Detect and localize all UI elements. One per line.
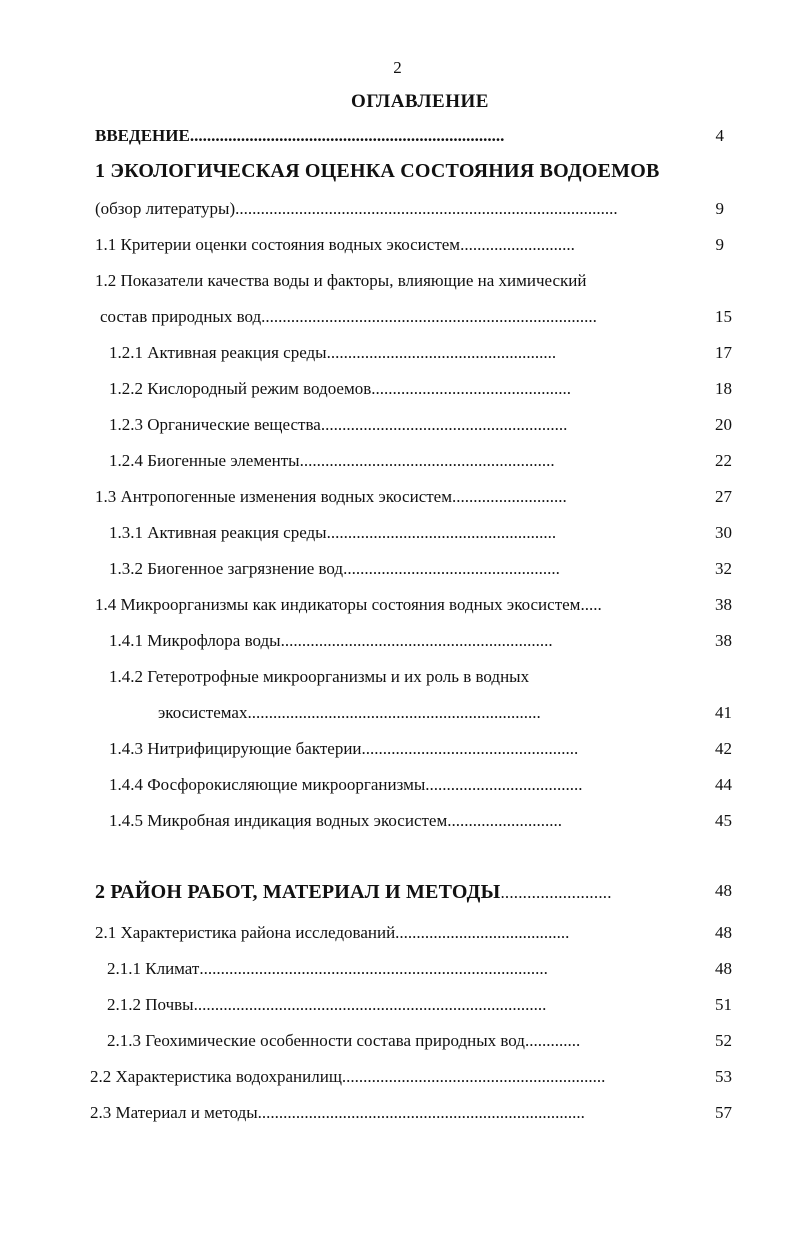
toc-leader-dots: ............................................... <box>371 379 571 398</box>
toc-entry[interactable] <box>107 954 700 984</box>
toc-leader-dots: .......................................................................... <box>189 126 505 145</box>
toc-entry[interactable] <box>95 482 700 512</box>
toc-leader-dots: ..... <box>580 595 602 614</box>
toc-entry[interactable] <box>109 626 700 656</box>
toc-leader-dots: ............................................................................... <box>261 307 597 326</box>
toc-entry-page: 57 <box>715 1103 732 1122</box>
toc-entry-label: 1.4.5 Микробная индикация водных экосистем <box>109 811 448 830</box>
toc-leader-dots: ................................................... <box>343 559 560 578</box>
toc-leader-dots: ..................................................................... <box>247 703 541 722</box>
toc-entry-label: 1.2.1 Активная реакция среды <box>109 343 327 362</box>
toc-entry-label: 2.1.3 Геохимические особенности состава природных вод <box>107 1031 525 1050</box>
toc-entry[interactable] <box>107 990 700 1020</box>
toc-entry-label: 1.4.3 Нитрифицирующие бактерии <box>109 739 362 758</box>
toc-entry-page: 15 <box>715 307 732 326</box>
toc-entry-label: 1.2 Показатели качества воды и факторы, влияющие на химический <box>95 271 587 290</box>
toc-entry-page: 48 <box>715 923 732 942</box>
toc-entry-page: 9 <box>715 199 724 218</box>
toc-entry[interactable] <box>95 230 700 260</box>
toc-entry[interactable] <box>107 1026 700 1056</box>
toc-entry-page: 9 <box>715 235 724 254</box>
toc-leader-dots: ........................... <box>447 811 562 830</box>
toc-entry-page: 44 <box>715 775 732 794</box>
toc-entry-label: 2.2 Характеристика водохранилищ <box>90 1067 342 1086</box>
toc-entry-page: 38 <box>715 631 732 650</box>
toc-entry-label: 2 РАЙОН РАБОТ, МАТЕРИАЛ И МЕТОДЫ <box>95 881 501 903</box>
toc-entry-page: 20 <box>715 415 732 434</box>
toc-entry[interactable] <box>109 374 700 404</box>
toc-entry-label: 1.2.4 Биогенные элементы <box>109 451 300 470</box>
toc-entry[interactable] <box>109 770 700 800</box>
toc-entry[interactable] <box>109 446 700 476</box>
toc-entry-continuation[interactable] <box>158 698 700 728</box>
toc-entry-label: 2.1.1 Климат <box>107 959 200 978</box>
toc-leader-dots: ................................................................ <box>280 631 553 650</box>
toc-entry-page: 27 <box>715 487 732 506</box>
toc-leader-dots: ............. <box>524 1031 581 1050</box>
toc-entry-page: 41 <box>715 703 732 722</box>
toc-leader-dots: ..................................... <box>425 775 583 794</box>
toc-entry-label: 2.1 Характеристика района исследований <box>95 923 396 942</box>
toc-leader-dots: ................................................... <box>361 739 579 758</box>
toc-entry[interactable] <box>109 554 700 584</box>
toc-entry-label: экосистемах <box>158 703 248 722</box>
toc-leader-dots: ......................... <box>500 883 612 902</box>
toc-entry-page: 22 <box>715 451 732 470</box>
toc-entry-continuation[interactable] <box>100 302 700 332</box>
toc-entry-page: 45 <box>715 811 732 830</box>
toc-entry-page: 52 <box>715 1031 732 1050</box>
toc-entry-page: 48 <box>715 959 732 978</box>
toc-entry-label: 1.4.2 Гетеротрофные микроорганизмы и их роль в водных <box>109 667 530 686</box>
toc-entry[interactable] <box>109 338 700 368</box>
toc-entry[interactable] <box>95 121 700 151</box>
toc-leader-dots: ......................................... <box>395 923 570 942</box>
toc-entry[interactable] <box>109 806 700 836</box>
toc-entry[interactable] <box>109 662 700 692</box>
toc-entry-page: 53 <box>715 1067 732 1086</box>
toc-leader-dots: .............................................................. <box>341 1067 606 1086</box>
toc-leader-dots: ...................................................... <box>326 523 557 542</box>
toc-entry-label: ВВЕДЕНИЕ <box>95 126 190 145</box>
toc-entry-page: 38 <box>715 595 732 614</box>
toc-entry-label: 1.3 Антропогенные изменения водных экосистем <box>95 487 452 506</box>
toc-leader-dots: .................................................................................. <box>199 959 548 978</box>
toc-entry-label: (обзор литературы) <box>95 199 236 218</box>
toc-entry-label: 1.1 Критерии оценки состояния водных экосистем <box>95 235 461 254</box>
toc-chapter-heading[interactable] <box>95 156 735 186</box>
toc-entry[interactable] <box>95 918 700 948</box>
toc-entry[interactable] <box>90 1062 700 1092</box>
toc-entry[interactable] <box>109 410 700 440</box>
toc-leader-dots: ................................................................................... <box>193 995 547 1014</box>
page-number: 2 <box>393 58 402 77</box>
toc-entry[interactable] <box>95 590 700 620</box>
toc-entry-label: 1.4.1 Микрофлора воды <box>109 631 281 650</box>
toc-entry[interactable] <box>90 1098 700 1128</box>
toc-entry[interactable] <box>109 734 700 764</box>
toc-entry[interactable] <box>109 518 700 548</box>
toc-leader-dots: ............................................................ <box>299 451 555 470</box>
toc-entry-page: 51 <box>715 995 732 1014</box>
page-title: ОГЛАВЛЕНИЕ <box>351 91 489 112</box>
toc-entry[interactable] <box>95 194 700 224</box>
toc-entry-label: состав природных вод <box>100 307 262 326</box>
toc-entry-page: 18 <box>715 379 732 398</box>
toc-entry-label: 1.4.4 Фосфорокисляющие микроорганизмы <box>109 775 426 794</box>
toc-entry-page: 17 <box>715 343 732 362</box>
toc-entry[interactable] <box>95 266 735 296</box>
toc-entry-page: 32 <box>715 559 732 578</box>
toc-entry-label: 2.3 Материал и методы <box>90 1103 258 1122</box>
toc-entry-label: 1.2.2 Кислородный режим водоемов <box>109 379 372 398</box>
toc-leader-dots: ........................... <box>451 487 567 506</box>
toc-leader-dots: .......................................................... <box>320 415 568 434</box>
toc-entry-page: 30 <box>715 523 732 542</box>
toc-leader-dots: ...................................................... <box>326 343 557 362</box>
toc-chapter-heading[interactable] <box>95 877 700 907</box>
toc-entry-label: 1 ЭКОЛОГИЧЕСКАЯ ОЦЕНКА СОСТОЯНИЯ ВОДОЕМОВ <box>95 160 660 182</box>
toc-entry-label: 1.4 Микроорганизмы как индикаторы состояния водных экосистем <box>95 595 581 614</box>
toc-entry-page: 4 <box>715 126 724 145</box>
toc-entry-label: 2.1.2 Почвы <box>107 995 194 1014</box>
toc-entry-page: 42 <box>715 739 732 758</box>
toc-leader-dots: ............................................................................. <box>257 1103 585 1122</box>
toc-entry-page: 48 <box>715 881 732 900</box>
toc-leader-dots: ........................... <box>460 235 575 254</box>
toc-entry-label: 1.2.3 Органические вещества <box>109 415 321 434</box>
toc-entry-label: 1.3.2 Биогенное загрязнение вод <box>109 559 344 578</box>
toc-leader-dots: .......................................................................................... <box>235 199 618 218</box>
toc-entry-label: 1.3.1 Активная реакция среды <box>109 523 327 542</box>
